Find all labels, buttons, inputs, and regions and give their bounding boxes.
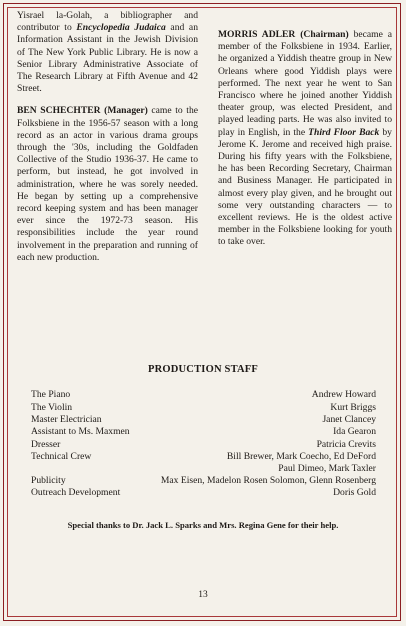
staff-role: Assistant to Ms. Maxmen <box>31 426 130 437</box>
production-staff-title: PRODUCTION STAFF <box>147 364 259 375</box>
bio-text: Yisrael la-Golah, a bibliographer and contributor to <box>17 10 198 34</box>
staff-role: Dresser <box>31 439 61 450</box>
bio-italic-title: Third Floor Back <box>308 126 380 138</box>
staff-role: The Piano <box>31 389 71 400</box>
staff-name: Bill Brewer, Mark Coecho, Ed DeFord <box>226 451 376 462</box>
bio-paragraph <box>218 29 392 249</box>
acknowledgement-text: Special thanks to Dr. Jack L. Sparks and Mrs. Regina Gene for their help. <box>67 520 339 530</box>
bio-text: came to the Folksbiene in the 1956-57 season with a long record as an actor in various drama groups through the '30s, including the Goldfaden Collective of the Studio 1936-37. He came to perform, but instead, he got involved in administration, where he was sorely needed. He began by setting up a comprehensive record keeping system and has been manager ever since the 1972-73 season. His responsibilities include the year round involvement in the preparation and running of each new production. <box>17 105 198 263</box>
right-column <box>218 29 392 259</box>
bio-italic-title: Encyclopedia Judaica <box>76 22 166 34</box>
staff-role: Technical Crew <box>31 451 92 462</box>
staff-name: Ida Gearon <box>333 426 376 437</box>
staff-role: Outreach Development <box>31 487 121 498</box>
bio-text: by Jerome K. Jerome and received high praise. During his fifty years with the Folksbiene, he has been Recording Secretary, Chairman and Business Manager. He participated in almost every play given, and he brought out some very outstanding characters — to excellent reviews. He is the oldest active member in the Folksbiene looking for youth to take over. <box>218 126 392 248</box>
staff-name: Andrew Howard <box>311 389 376 400</box>
staff-name: Paul Dimeo, Mark Taxler <box>278 463 376 474</box>
left-column <box>17 10 198 274</box>
staff-role: Master Electrician <box>31 414 102 425</box>
bio-text: and an Information Assistant in the Jewish Division of The New York Public Library. He is now a Senior Library Administrative Associate of The Research Library at Fifth Avenue and 42 Street. <box>17 22 198 95</box>
staff-name: Doris Gold <box>333 487 376 498</box>
staff-name: Max Eisen, Madelon Rosen Solomon, Glenn Rosenberg <box>160 475 376 486</box>
bio-text: became a member of the Folksbiene in 1934. Earlier, he organized a Yiddish theatre group in New Orleans where good Yiddish plays were performed. The next year he went to San Francisco where he joined another Yiddish theater group, was elected President, and played leading parts. He was also invited to play in English, in the <box>218 29 392 138</box>
staff-name: Janet Clancey <box>322 414 376 425</box>
bio-paragraph <box>17 10 198 95</box>
bio-name: MORRIS ADLER (Chairman) <box>218 29 349 40</box>
bio-paragraph <box>17 105 198 264</box>
bio-name: BEN SCHECHTER (Manager) <box>17 105 148 117</box>
page-number: 13 <box>198 590 208 600</box>
staff-name: Patricia Crevits <box>316 439 376 450</box>
staff-role: Publicity <box>31 475 66 486</box>
staff-role: The Violin <box>31 402 73 413</box>
staff-name: Kurt Briggs <box>330 402 376 413</box>
